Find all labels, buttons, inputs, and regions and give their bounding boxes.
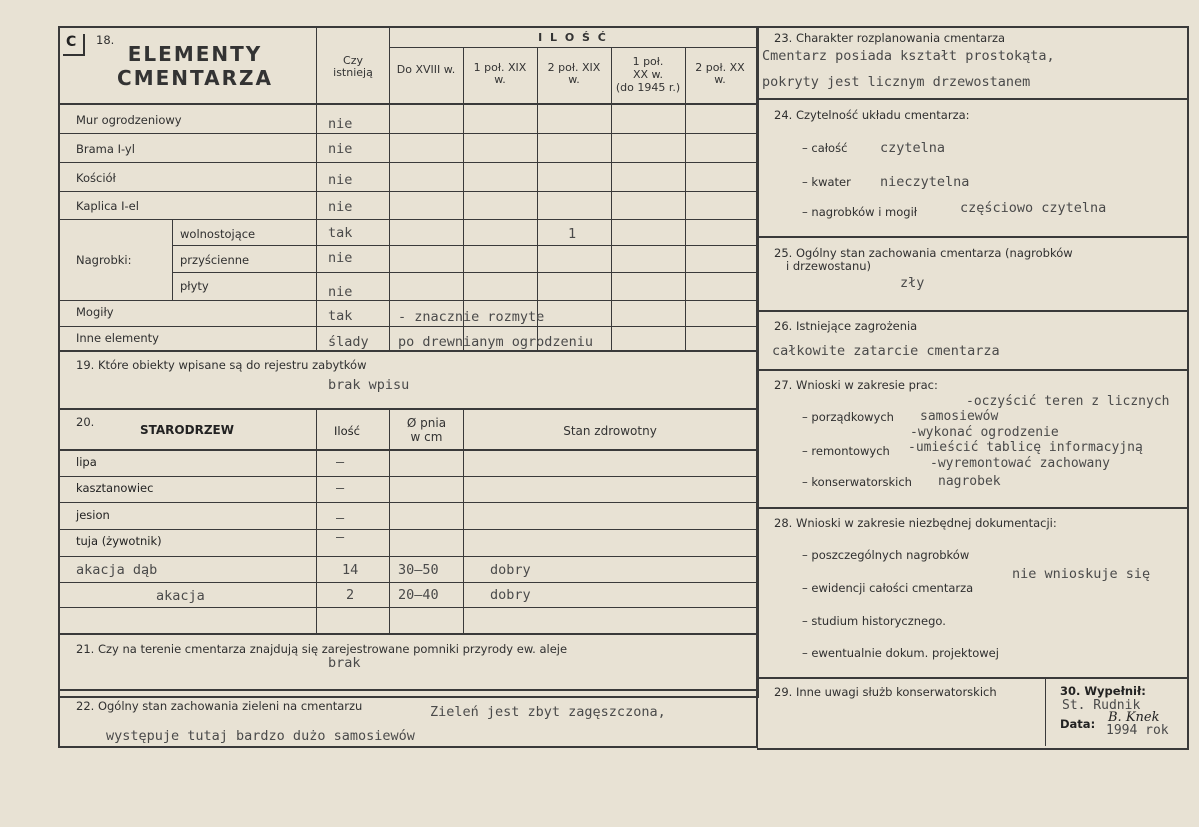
s22-value1: Zieleń jest zbyt zagęszczona,	[430, 704, 666, 720]
section-title-line1: ELEMENTY	[127, 42, 263, 66]
header-1pol-xx-c: (do 1945 r.)	[615, 81, 681, 94]
s23-bottom	[758, 98, 1189, 100]
nagrobki-label: Nagrobki:	[76, 253, 132, 267]
tree-stan: dobry	[490, 562, 531, 578]
element-value: tak	[328, 225, 353, 241]
col-line-4	[537, 48, 538, 350]
s27-porz-label: – porządkowych	[802, 410, 894, 424]
s29-label: 29. Inne uwagi służb konserwatorskich	[774, 685, 997, 699]
element-value: nie	[328, 116, 353, 132]
s30-signature: B. Knek	[1108, 710, 1160, 725]
s27-text: -oczyścić teren z licznych	[966, 394, 1170, 409]
tree-name: akacja dąb	[76, 562, 158, 578]
s20-row	[60, 607, 756, 608]
s22-label: 22. Ogólny stan zachowania zieleni na cmentarzu	[76, 699, 363, 713]
row-line	[172, 245, 756, 246]
s28-label: 28. Wnioski w zakresie niezbędnej dokumentacji:	[774, 516, 1057, 530]
s28-item: – ewidencji całości cmentarza	[802, 581, 974, 595]
s20-row	[60, 529, 756, 530]
s20-col	[389, 410, 390, 633]
s20-row	[60, 502, 756, 503]
s20-col-ilosc: Ilość	[334, 424, 360, 438]
tree-ilosc: –	[336, 454, 345, 470]
s19-label: 19. Które obiekty wpisane są do rejestru zabytków	[76, 358, 367, 372]
row-line	[60, 191, 756, 192]
element-value: 1	[568, 226, 577, 242]
s23-label: 23. Charakter rozplanowania cmentarza	[774, 31, 1006, 45]
element-label: Brama I-yl	[76, 142, 135, 156]
s20-col	[463, 410, 464, 633]
header-2pol-xx: 2 poł. XX w.	[695, 61, 745, 86]
s25-value: zły	[900, 275, 925, 291]
section-number: 18.	[96, 33, 115, 47]
tree-ilosc: –	[336, 510, 345, 526]
element-label: płyty	[180, 279, 209, 293]
header-czy-istnieja: Czy istnieją	[333, 54, 373, 79]
col-line-3	[463, 48, 464, 350]
row-line	[60, 219, 756, 220]
s24-kwater: nieczytelna	[880, 174, 970, 190]
s21-label: 21. Czy na terenie cmentarza znajdują się zarejestrowane pomniki przyrody ew. aleje	[76, 642, 568, 656]
s22-value2: występuje tutaj bardzo dużo samosiewów	[106, 728, 415, 744]
s26-label: 26. Istniejące zagrożenia	[774, 319, 918, 333]
s24-kwater-label: – kwater	[802, 175, 851, 189]
s23-value2: pokryty jest licznym drzewostanem	[762, 74, 1031, 90]
s27-text: nagrobek	[938, 474, 1001, 489]
s28-item: – studium historycznego.	[802, 614, 946, 628]
frame-divider-vertical	[756, 26, 758, 748]
row-line	[172, 272, 756, 273]
s30-label: 30. Wypełnił:	[1060, 684, 1146, 698]
s24-nagrobkow: częściowo czytelna	[960, 200, 1107, 216]
header-1pol-xx-a: 1 poł.	[632, 55, 664, 68]
s26-value: całkowite zatarcie cmentarza	[772, 343, 1000, 359]
s24-calosc: czytelna	[880, 140, 946, 156]
ilosc-underline	[389, 47, 756, 48]
tree-name: kasztanowiec	[76, 481, 154, 495]
header-1pol-xix: 1 poł. XIX w.	[473, 61, 527, 86]
header-1pol-xx-b: XX w.	[632, 68, 664, 81]
element-value: ślady	[328, 334, 369, 350]
s27-text: -wykonać ogrodzenie	[910, 425, 1059, 440]
tree-stan: dobry	[490, 587, 531, 603]
tree-ilosc: 14	[342, 562, 359, 578]
s28-value: nie wnioskuje się	[1012, 566, 1151, 582]
row-line	[60, 350, 756, 352]
s20-row	[60, 582, 756, 583]
header-do-xviii: Do XVIII w.	[396, 63, 456, 76]
tree-name: tuja (żywotnik)	[76, 534, 162, 548]
section-title-line2: CMENTARZA	[117, 66, 273, 90]
s25-label2: i drzewostanu)	[786, 259, 872, 273]
s27-text: -umieścić tablicę informacyjną	[908, 440, 1143, 455]
header-2pol-xix: 2 poł. XIX w.	[547, 61, 601, 86]
s27-kons-label: – konserwatorskich	[802, 475, 912, 489]
tree-ilosc: 2	[346, 587, 355, 603]
frame-left-lower	[58, 694, 60, 748]
col-line-2	[389, 28, 390, 350]
element-label: Mogiły	[76, 305, 114, 319]
tree-pnia: 20–40	[398, 587, 439, 603]
s24-bottom	[758, 236, 1189, 238]
s27-label: 27. Wnioski w zakresie prac:	[774, 378, 938, 392]
header-ilosc: I L O Ś Ć	[538, 31, 608, 44]
tree-pnia: 30–50	[398, 562, 439, 578]
s28-item: – ewentualnie dokum. projektowej	[802, 646, 999, 660]
row-line	[60, 133, 756, 134]
row-line	[60, 300, 756, 301]
s20-bottom	[60, 633, 756, 635]
s20-col-pnia-a: Ø pnia	[406, 416, 447, 430]
tree-name: akacja	[156, 588, 205, 604]
element-label: przyścienne	[180, 253, 250, 267]
element-value: nie	[328, 172, 353, 188]
frame-bottom-left	[58, 746, 757, 748]
s19-bottom	[60, 408, 756, 410]
section-letter: C	[66, 34, 77, 50]
s21-value: brak	[328, 655, 361, 671]
tree-name: jesion	[76, 508, 110, 522]
s27-text: -wyremontować zachowany	[930, 456, 1111, 471]
s23-value1: Cmentarz posiada kształt prostokąta,	[762, 48, 1055, 64]
s24-nagrobkow-label: – nagrobków i mogił	[802, 205, 918, 219]
s30-data-label: Data:	[1060, 717, 1096, 731]
element-value: tak	[328, 308, 353, 324]
s26-bottom	[758, 369, 1189, 371]
s24-label: 24. Czytelność układu cmentarza:	[774, 108, 970, 122]
s27-rem-label: – remontowych	[802, 444, 890, 458]
col-line-6	[685, 48, 686, 350]
nagrobki-divider	[172, 219, 173, 300]
s30-name: St. Rudnik	[1062, 698, 1141, 713]
col-line-1	[316, 28, 317, 350]
s25-bottom	[758, 310, 1189, 312]
tree-ilosc: –	[336, 529, 345, 545]
row-line	[60, 162, 756, 163]
element-value: nie	[328, 199, 353, 215]
s25-label1: 25. Ogólny stan zachowania cmentarza (nagrobków	[774, 246, 1073, 260]
tree-name: lipa	[76, 455, 97, 469]
s20-col-stan: Stan zdrowotny	[563, 424, 657, 438]
element-value: nie	[328, 250, 353, 266]
s20-number: 20.	[76, 415, 95, 429]
element-label: wolnostojące	[180, 227, 256, 241]
element-label: Kościół	[76, 171, 116, 185]
element-note: - znacznie rozmyte	[398, 309, 545, 325]
s20-col-pnia-b: w cm	[410, 430, 443, 444]
s27-text: samosiewów	[920, 409, 999, 424]
element-value: nie	[328, 284, 353, 300]
element-label: Mur ogrodzeniowy	[76, 113, 182, 127]
tree-ilosc: –	[336, 480, 345, 496]
element-note: po drewnianym ogrodzeniu	[398, 334, 594, 350]
s20-header-bottom	[60, 449, 756, 451]
element-value: nie	[328, 141, 353, 157]
s20-row	[60, 556, 756, 557]
element-label: Inne elementy	[76, 331, 159, 345]
s19-value: brak wpisu	[328, 377, 410, 393]
header-bottom	[60, 103, 756, 105]
s20-col	[316, 410, 317, 633]
s30-date: 1994 rok	[1106, 723, 1169, 738]
row-line	[60, 326, 756, 327]
s28-bottom	[758, 677, 1189, 679]
s24-calosc-label: – całość	[802, 141, 848, 155]
s30-divider	[1045, 679, 1046, 746]
element-label: Kaplica I-el	[76, 199, 139, 213]
s27-bottom	[758, 507, 1189, 509]
s20-title: STARODRZEW	[140, 423, 234, 437]
s28-item: – poszczególnych nagrobków	[802, 548, 970, 562]
s21-bottom	[60, 689, 756, 691]
s20-row	[60, 476, 756, 477]
